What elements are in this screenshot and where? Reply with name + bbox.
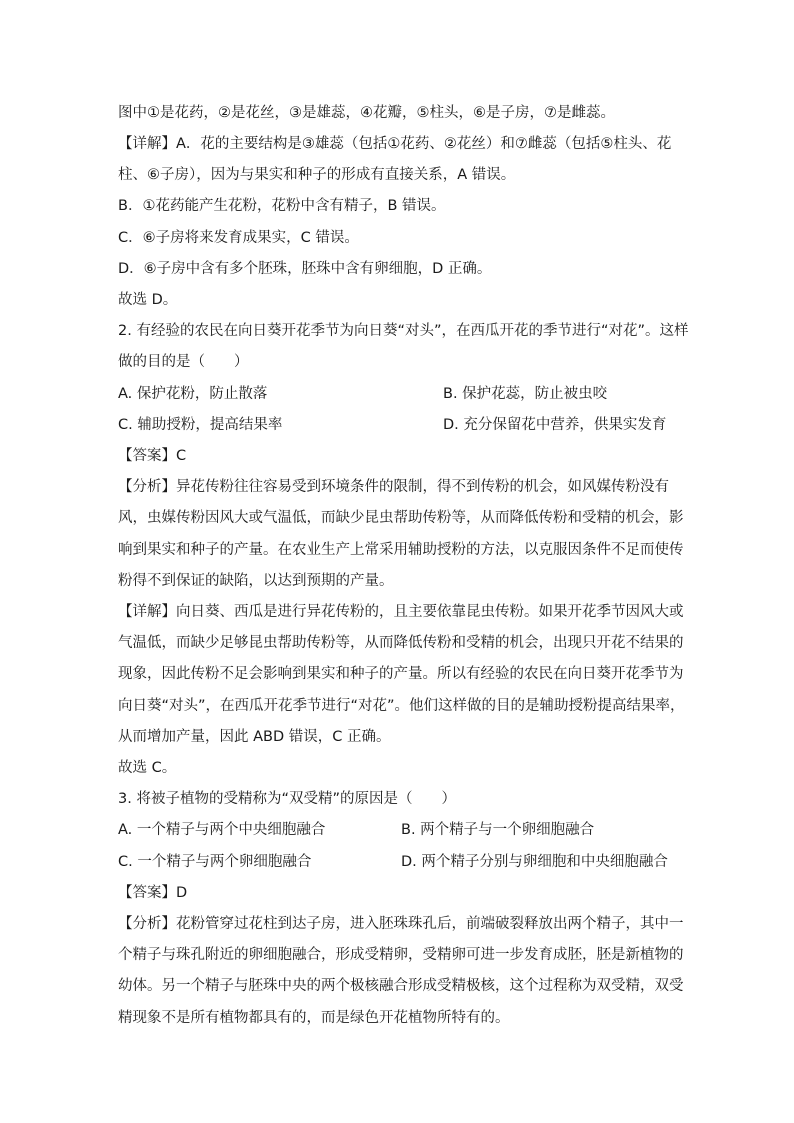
q2-detail-line: 向日葵“对头”，在西瓜开花季节进行“对花”。他们这样做的目的是辅助授粉提高结果率，	[118, 698, 685, 714]
q3-analysis-line: 幼体。另一个精子与胚珠中央的两个极核融合形成受精极核，这个过程称为双受精，双受	[118, 978, 684, 994]
q3-analysis-line: 个精子与珠孔附近的卵细胞融合，形成受精卵，受精卵可进一步发育成胚，胚是新植物的	[118, 947, 684, 963]
q2-analysis-line: 风，虫媒传粉因风大或气温低，而缺少昆虫帮助传粉等，从而降低传粉和受精的机会，影	[118, 510, 684, 526]
option-b-explanation: B．①花药能产生花粉，花粉中含有精子，B 错误。	[118, 198, 446, 214]
q3-option-c: C. 一个精子与两个卵细胞融合	[118, 854, 312, 870]
q2-detail-line: 从而增加产量，因此 ABD 错误，C 正确。	[118, 729, 391, 745]
q2-answer: 【答案】C	[118, 448, 187, 464]
question-2-stem: 做的目的是（ ）	[118, 354, 249, 370]
question-3-stem: 3. 将被子植物的受精称为“双受精”的原因是（ ）	[118, 791, 456, 807]
q3-option-a: A. 一个精子与两个中央细胞融合	[118, 822, 326, 838]
detail-line: 柱、⑥子房），因为与果实和种子的形成有直接关系，A 错误。	[118, 167, 516, 183]
option-d-explanation: D．⑥子房中含有多个胚珠，胚珠中含有卵细胞，D 正确。	[118, 261, 492, 277]
q3-analysis-line: 【分析】花粉管穿过花柱到达子房，进入胚珠珠孔后，前端破裂释放出两个精子，其中一	[118, 916, 684, 932]
q2-option-c: C. 辅助授粉，提高结果率	[118, 417, 283, 433]
q3-analysis-line: 精现象不是所有植物都具有的，而是绿色开花植物所特有的。	[118, 1010, 510, 1026]
detail-line: 【详解】A．花的主要结构是③雄蕊（包括①花药、②花丝）和⑦雌蕊（包括⑤柱头、花	[118, 136, 672, 152]
q2-option-b: B. 保护花蕊，防止被虫咬	[443, 386, 608, 402]
q2-detail-line: 气温低，而缺少足够昆虫帮助传粉等，从而降低传粉和受精的机会，出现只开花不结果的	[118, 635, 684, 651]
q2-final-choice: 故选 C。	[118, 760, 177, 776]
q2-option-d: D. 充分保留花中营养，供果实发育	[443, 417, 667, 433]
q2-analysis-line: 【分析】异花传粉往往容易受到环境条件的限制，得不到传粉的机会，如风媒传粉没有	[118, 479, 669, 495]
q3-answer: 【答案】D	[118, 885, 188, 901]
figure-note: 图中①是花药，②是花丝，③是雄蕊，④花瓣，⑤柱头，⑥是子房，⑦是雌蕊。	[118, 105, 615, 121]
q2-analysis-line: 响到果实和种子的产量。在农业生产上常采用辅助授粉的方法，以克服因条件不足而使传	[118, 542, 684, 558]
q2-detail-line: 现象，因此传粉不足会影响到果实和种子的产量。所以有经验的农民在向日葵开花季节为	[118, 666, 684, 682]
q3-option-d: D. 两个精子分别与卵细胞和中央细胞融合	[401, 854, 668, 870]
q2-analysis-line: 粉得不到保证的缺陷，以达到预期的产量。	[118, 573, 394, 589]
q3-option-b: B. 两个精子与一个卵细胞融合	[401, 822, 595, 838]
option-c-explanation: C．⑥子房将来发育成果实，C 错误。	[118, 230, 359, 246]
q2-detail-line: 【详解】向日葵、西瓜是进行异花传粉的，且主要依靠昆虫传粉。如果开花季节因风大或	[118, 604, 684, 620]
question-2-stem: 2. 有经验的农民在向日葵开花季节为向日葵“对头”，在西瓜开花的季节进行“对花”。这样	[118, 323, 689, 339]
final-choice: 故选 D。	[118, 292, 178, 308]
q2-option-a: A. 保护花粉，防止散落	[118, 386, 268, 402]
